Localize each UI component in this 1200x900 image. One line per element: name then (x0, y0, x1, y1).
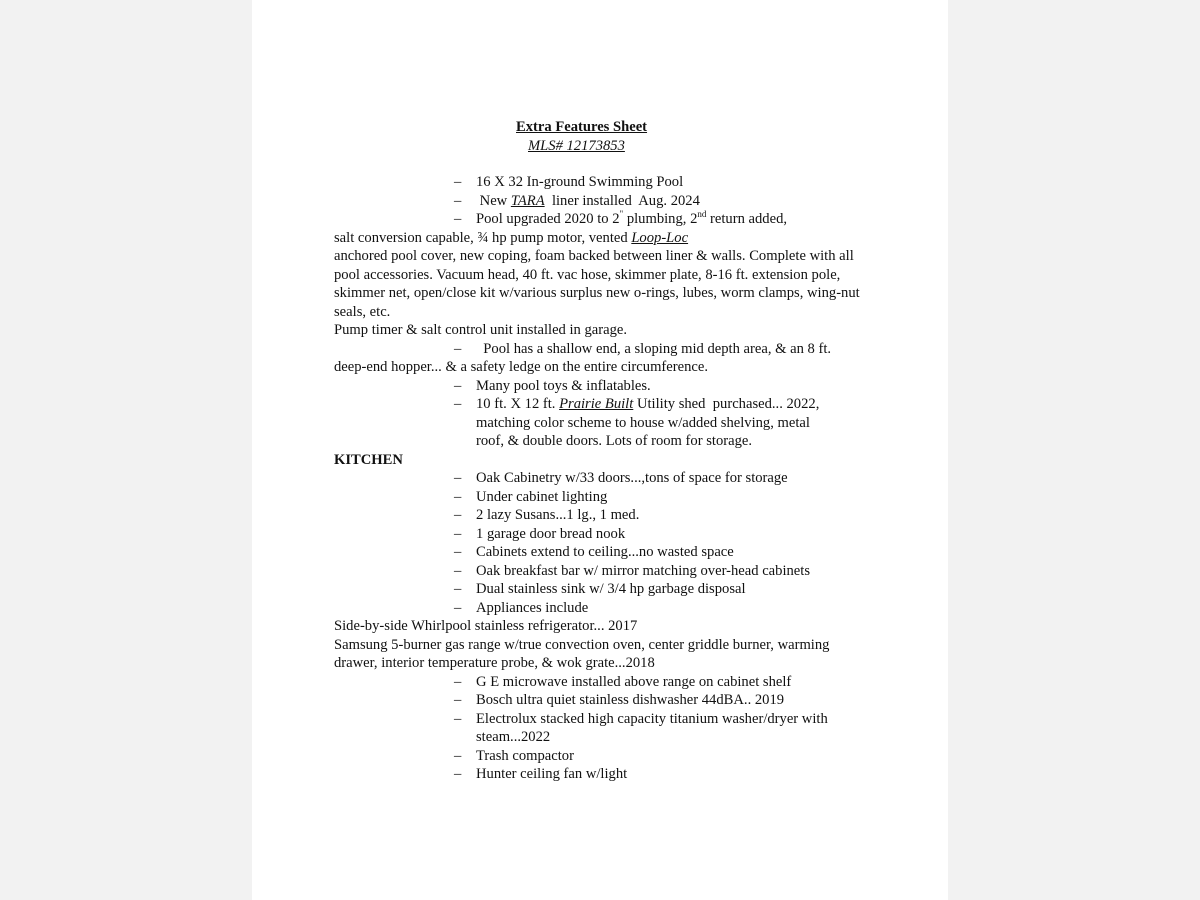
brand-name: Prairie Built (559, 396, 634, 412)
list-item (334, 673, 874, 692)
list-item-text: Utility shed purchased... 2022, (633, 396, 820, 412)
list-item-text: New (476, 192, 511, 209)
list-item (334, 173, 874, 192)
bullet-dash: – (454, 488, 462, 505)
list-item (334, 377, 874, 396)
bullet-dash: – (454, 766, 462, 782)
list-item-text: Dual stainless sink w/ 3/4 hp garbage disposal (476, 581, 746, 597)
list-item-text: roof, & double doors. Lots of room for storage. (476, 433, 753, 449)
list-item-text: G E microwave installed above range on cabinet shelf (476, 673, 792, 690)
paragraph (334, 229, 874, 322)
list-item-text: 10 ft. X 12 ft. (476, 396, 560, 412)
list-item-text: 2 lazy Susans...1 lg., 1 med. (476, 507, 640, 523)
bullet-dash: – (454, 340, 462, 357)
list-item-text: Under cabinet lighting (476, 488, 608, 505)
list-item-text: 1 garage door bread nook (476, 525, 626, 542)
list-item-text: steam...2022 (476, 729, 551, 745)
list-item (334, 210, 874, 229)
list-item-text: Electrolux stacked high capacity titanium washer/dryer with (476, 710, 828, 727)
list-item (334, 543, 874, 562)
list-item (334, 691, 874, 710)
bullet-dash: – (454, 525, 462, 542)
bullet-dash: – (454, 396, 462, 412)
page-title: Extra Features Sheet (516, 119, 648, 135)
list-item (334, 562, 874, 581)
bullet-dash: – (454, 747, 462, 764)
section-heading-kitchen: KITCHEN (334, 451, 403, 468)
list-item-text: Pool has a shallow end, a sloping mid depth area, & an 8 ft. (476, 340, 832, 357)
list-item (334, 765, 874, 784)
list-item-text: matching color scheme to house w/added shelving, metal (476, 414, 810, 431)
bullet-dash: – (454, 562, 462, 579)
bullet-dash: – (454, 599, 462, 616)
paragraph-text: anchored pool cover, new coping, foam backed between liner & walls. Complete with all pool accessories. Vacuum head, 40 ft. vac hose, skimmer plate, 8-16 ft. extension pole, skimmer net, open/close kit w/various surplus new o-rings, lubes, worm clamps, wing-nut seals, etc. (334, 248, 860, 320)
kitchen-list (334, 469, 874, 617)
mls-number: MLS# 12173853 (528, 137, 625, 154)
list-item-text: Many pool toys & inflatables. (476, 377, 651, 394)
list-item-text: Hunter ceiling fan w/light (476, 766, 628, 782)
list-item-text: Bosch ultra quiet stainless dishwasher 44dBA.. 2019 (476, 692, 785, 708)
superscript: nd (697, 209, 707, 220)
list-item-text: liner installed Aug. 2024 (544, 192, 700, 209)
list-item (334, 340, 874, 359)
list-item (334, 506, 874, 525)
list-item-text: Cabinets extend to ceiling...no wasted space (476, 544, 734, 560)
paragraph: Side-by-side Whirlpool stainless refrigerator... 2017 (334, 618, 638, 634)
paragraph: Samsung 5-burner gas range w/true convection oven, center griddle burner, warming drawer, interior temperature probe, & wok grate...2018 (334, 636, 830, 671)
list-item (334, 580, 874, 599)
list-item-text: Oak Cabinetry w/33 doors...,tons of space for storage (476, 470, 788, 486)
bullet-dash: – (454, 692, 462, 708)
bullet-dash: – (454, 211, 462, 227)
list-item-text: Pool upgraded 2020 to 2 (476, 211, 620, 227)
bullet-dash: – (454, 581, 462, 597)
list-item-text: Oak breakfast bar w/ mirror matching over-head cabinets (476, 562, 811, 579)
paragraph-text: salt conversion capable, ¾ hp pump motor, vented (334, 229, 632, 246)
bullet-dash: – (454, 174, 462, 190)
list-item (334, 747, 874, 766)
bullet-dash: – (454, 544, 462, 560)
list-item (334, 395, 874, 451)
bullet-dash: – (454, 710, 462, 727)
bullet-dash: – (454, 507, 462, 523)
list-item-text: return added, (706, 211, 788, 227)
paragraph: Pump timer & salt control unit installed in garage. (334, 322, 628, 338)
list-item (334, 599, 874, 618)
bullet-dash: – (454, 470, 462, 486)
list-item-text: Trash compactor (476, 747, 574, 764)
brand-name: TARA (510, 192, 545, 209)
list-item (334, 525, 874, 544)
document-body (334, 118, 874, 784)
list-item-text: 16 X 32 In-ground Swimming Pool (476, 174, 684, 190)
list-item (334, 488, 874, 507)
list-item-text: Appliances include (476, 599, 589, 616)
list-item (334, 469, 874, 488)
list-item (334, 710, 874, 747)
paragraph: deep-end hopper... & a safety ledge on the entire circumference. (334, 359, 708, 375)
bullet-dash: – (454, 192, 462, 209)
title-block (334, 118, 874, 155)
bullet-dash: – (454, 377, 462, 394)
brand-name: Loop-Loc (631, 229, 689, 246)
bullet-dash: – (454, 673, 462, 690)
superscript: " (619, 209, 624, 220)
list-item (334, 192, 874, 211)
list-item-text: plumbing, 2 (623, 211, 698, 227)
